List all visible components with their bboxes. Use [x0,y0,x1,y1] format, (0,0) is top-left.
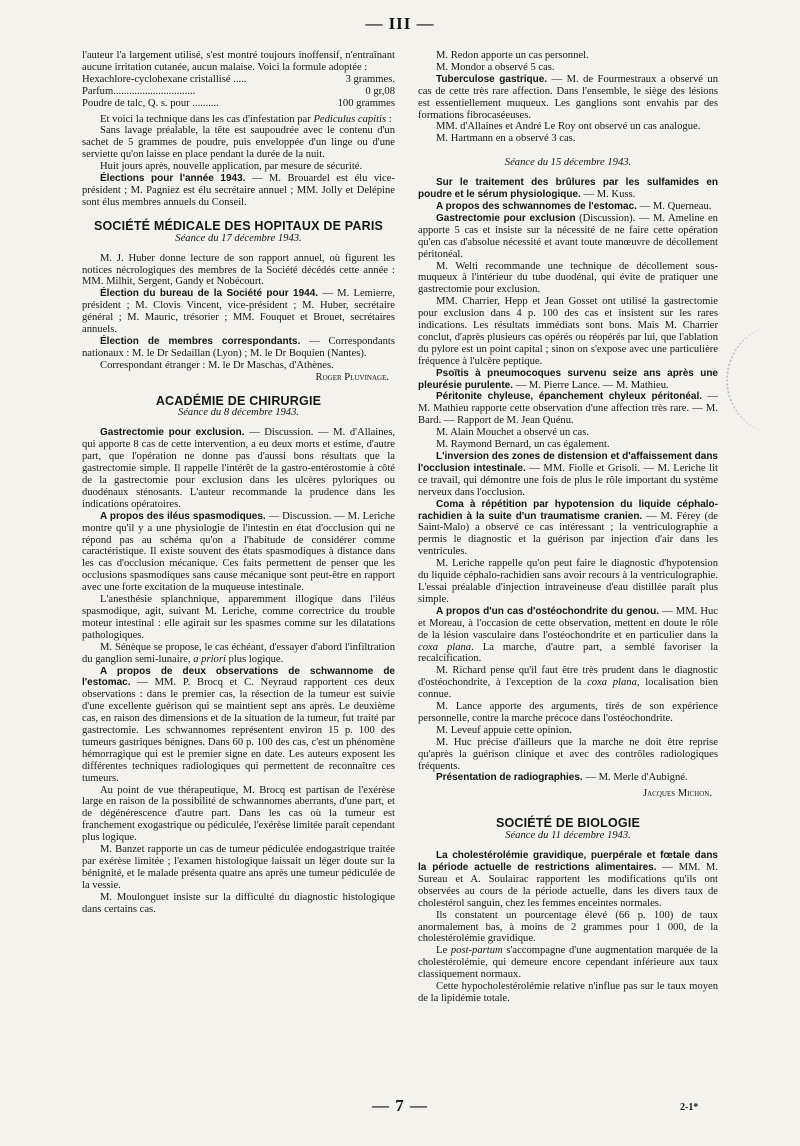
s13-text-a: — MM. Huc et Moreau, à l'occasion de cette observation, mettent en doute le rôle de la lésion vasculaire dans l'ostéochondrite et en particulier dans la [418,605,718,641]
right-paragraph [418,772,718,784]
technique-colon: : [386,113,392,125]
acad-seance: Séance du 8 décembre 1943. [177,407,300,419]
formula-value: 0 gr,08 [365,85,395,97]
s1-text: — M. Kuss. [583,189,636,201]
acad-p4-italic: a priori [193,653,226,665]
s6-title: Psoïtis à pneumocoques survenu seize ans après une pleurésie purulente. [418,367,718,391]
s11-text: — M. Férey (de Saint-Malo) a observé ce cas intéressant ; la ventriculographie a permis le diagnostic et la guérison par injection d'air dans les ventricules. [418,510,718,558]
technique-intro: Et voici la technique dans les cas d'infestation par [100,113,311,125]
right-paragraph: M. Hartmann en a observé 3 cas. [436,133,576,145]
acad-paragraph [82,427,395,510]
s7-text: — M. Mathieu rapporte cette observation d'une affection très rare. — M. Bard. — Rapport de M. Jean Quénu. [418,391,718,427]
smh-corr-title: Élection de membres correspondants. [100,335,301,347]
smh-bureau-title: Élection du bureau de la Société pour 1944. [100,288,319,300]
acad-paragraph: M. Banzet rapporte un cas de tumeur pédiculée endogastrique traitée par exérèse limitée ; l'examen histologique laissait un léger doute sur la bénignité, et le malade présenta quatre ans après une tumeur pédiculée de la vessie. [82,844,395,891]
s14-b: , localisation bien connue. [418,677,718,701]
elections-text: — M. Brouardel est élu vice-président ; M. Pagniez est élu secrétaire annuel ; MM. Jolly et Delépine sont élus membres annuels du Conseil. [82,173,395,208]
right-paragraph: M. Huc précise d'ailleurs que la marche ne doit être reprise qu'après la guérison clinique et avec des contrôles radiologiques fréquents. [418,736,718,772]
s10-title: L'inversion des zones de distension et d'affaissement dans l'occlusion intestinale. [418,451,718,474]
bio-paragraph [418,850,718,910]
right-paragraph: M. Mondor a observé 5 cas. [436,61,555,73]
s14-a: M. Richard pense qu'il faut être très prudent dans le diagnostic d'ostéochondrite, à l'exception de la [418,665,718,689]
elections-paragraph [82,173,395,209]
b3-b: s'accompagne d'une augmentation marquée de la cholestérolémie, qui demeure encore cependant inférieure aux taux classiquement normaux. [418,945,718,981]
acad-paragraph [82,642,395,666]
right-column [418,50,718,1005]
technique-text: Sans lavage préalable, la tête est saupoudrée avec le contenu d'un sachet de 5 grammes de poudre, puis enveloppée d'un linge ou d'une serviette qu'on laisse en place pendant la durée de la nuit. [82,125,395,161]
acad-p4-b: plus logique. [225,653,284,665]
smh-corr-text: — Correspondants nationaux : M. le Dr Sedaillan (Lyon) ; M. le Dr Boquien (Nantes). [82,335,395,359]
library-stamp-mark [726,325,798,435]
smh-corr-paragraph [82,336,395,360]
s3-text: (Discussion). — M. Ameline en apporte 5 cas et insiste sur la nécessité de ne faire cette opération qu'en cas d'absolue nécessité et avant toute manœuvre de décollement péritonéal. [418,212,718,260]
acad-p2-text: — Discussion. — M. Leriche montre qu'il y a une physiologie de l'intestin en état d'occlusion qui ne répond pas au schéma qu'on a l'habitude de considérer comme caractéristique. Il existe souvent des états spasmodiques à distance dans les cas d'occlusion mécanique. Ces faits permettent de penser que les occlusions spasmodiques sans cause mécanique sont peut-être en rapport avec une forte excitation de la muqueuse intestinale. [82,510,396,594]
right-paragraph: MM. Charrier, Hepp et Jean Gosset ont utilisé la gastrectomie pour exclusion dans 4 p. 100 des cas et insistent sur les rares indications. Les résultats immédiats sont bons. Mais M. Charrier conclut, d'après plusieurs cas opérés ou réopérés par lui, que l'ablation du pylore est un point capital ; sinon on s'expose avec une particulière fréquence à l'ulcère peptique. [418,296,718,367]
formula-value: 3 grammes. [345,73,395,85]
formula-table [82,74,395,110]
printer-signature: 2-1* [680,1102,699,1113]
page-number: — 7 — [372,1096,428,1115]
s11-title: Coma à répétition par hypotension du liquide céphalo-rachidien à la suite d'un traumatisme cranien. [418,498,718,522]
smh-seance: Séance du 17 décembre 1943. [175,232,302,244]
formula-value: 100 grammes [337,97,395,109]
right-paragraph [418,74,718,122]
acad-p1-text: — Discussion. — M. d'Allaines, qui apporte 8 cas de cette intervention, a eu deux morts et estime, d'autre part, que l'opération ne donne pas d'aussi bons résultats que la gastrectomie simple. Il rappelle l'intérêt de la gastro-entérostomie à côté de la gastrectomie pour exclusion dans les ulcères pyloriques ou duodénaux sténosants. L'auteur recommande la prudence dans les indications opératoires. [82,427,395,510]
bio-paragraph: Ils constatent un pourcentage élevé (66 p. 100) de taux anormalement bas, à moins de 2 grammes pour 1 000, de la cholestérolémie gravidique. [418,909,718,945]
huit-jours-paragraph: Huit jours après, nouvelle application, par mesure de sécurité. [100,161,363,173]
b1-title: La cholestérolémie gravidique, puerpérale et fœtale dans la période actuelle de restrictions alimentaires. [418,850,718,873]
bio-paragraph [418,945,718,981]
acad-paragraph: L'anesthésie splanchnique, apparemment illogique dans l'iléus spasmodique, agit, suivant M. Leriche, comme correctrice du trouble moteur intestinal : elle agirait sur les spasmes comme sur les dilatations pathologiques. [82,594,395,641]
acad-p2-title: A propos des iléus spasmodiques. [100,510,266,522]
right-paragraph [418,606,718,666]
formula-label: Hexachlore-cyclohexane cristallisé ..... [82,73,247,85]
right-paragraph [418,499,718,559]
acad-paragraph [82,511,395,594]
b3-a: Le [436,945,451,957]
s3-title: Gastrectomie pour exclusion [436,212,576,224]
formula-row [82,86,395,98]
chirurgie-signature: Jacques Michon. [642,788,712,800]
s14-italic: coxa plana [587,677,637,689]
formula-label: Parfum............................... [82,85,196,97]
formula-row [82,74,395,86]
r3-title: Tuberculose gastrique. [436,73,548,85]
technique-paragraph [82,114,395,126]
b1-text: — MM. M. Sureau et A. Soulairac rapportent les modifications qu'ils ont observées au cours de la période actuelle, dans les divers taux de cholestérol sanguin, chez les femmes enceintes normales. [418,862,718,909]
right-paragraph [418,213,718,261]
smh-paragraph: M. J. Huber donne lecture de son rapport annuel, où figurent les notices nécrologiques des membres de la Société décédés cette année : MM. Milhit, Sergent, Gandy et Nobécourt. [82,252,395,288]
right-paragraph [418,368,718,392]
smh-bureau-paragraph [82,288,395,336]
right-paragraph: M. Welti recommande une technique de décollement sous-muqueux à l'intérieur du tube duodénal, qui évite de pratiquer une gastrectomie pour exclusion. [418,260,718,296]
s2-text: — M. Querneau. [639,200,712,212]
bio-seance: Séance du 11 décembre 1943. [505,830,631,842]
s1-title: Sur le traitement des brûlures par les sulfamides en poudre et le sérum physiologique. [418,177,718,201]
r3-text: — M. de Fourmestraux a observé un cas de cette très rare affection. Dans l'ensemble, le siège des lésions est essentiellement muqueux. Les ganglions sont envahis par des formations fibrocaséeuses. [418,73,718,121]
b3-italic: post-partum [450,945,503,957]
species-name: Pediculus capitis [313,113,387,125]
smh-bureau-text: — M. Lemierre, président ; M. Clovis Vincent, vice-président ; M. Huber, secrétaire général ; M. Mauric, trésorier ; MM. Fouquet et Brouet, secrétaires annuels. [82,288,395,336]
acad-paragraph [82,666,395,785]
right-paragraph: M. Lance apporte des arguments, tirés de son expérience personnelle, contre la marche précoce dans l'ostéochondrite. [418,701,718,724]
page-header: — III — [365,14,435,33]
seance-15: Séance du 15 décembre 1943. [504,157,632,169]
acad-p4-a: M. Sénèque se propose, le cas échéant, d'essayer d'abord l'infiltration du ganglion semi-lunaire, [82,641,395,665]
s18-text: — M. Merle d'Aubigné. [585,772,688,784]
right-paragraph [418,391,718,427]
elections-title: Élections pour l'année 1943. [100,173,246,185]
s13-italic: coxa plana [418,641,472,653]
smh-signature: Roger Pluvinage. [315,371,389,383]
right-paragraph: M. Raymond Bernard, un cas également. [436,439,610,451]
right-paragraph [418,201,718,213]
right-paragraph [418,665,718,701]
s10-text: — MM. Fiolle et Grisoli. — M. Leriche lit ce travail, qui démontre une fois de plus le rôle important du système nerveux dans l'occlusion. [418,462,718,498]
s2-title: A propos des schwannomes de l'estomac. [436,200,637,212]
s18-title: Présentation de radiographies. [436,772,583,784]
s13-title: A propos d'un cas d'ostéochondrite du genou. [436,605,660,617]
acad-p1-title: Gastrectomie pour exclusion. [100,427,245,439]
acad-p5-title: A propos de deux observations de schwannome de l'estomac. [82,665,395,689]
right-paragraph: M. Leveuf appuie cette opinion. [436,724,572,736]
left-column [82,50,395,916]
right-paragraph: M. Redon apporte un cas personnel. [436,50,589,61]
bio-section-title: SOCIÉTÉ DE BIOLOGIE [495,816,641,831]
s7-title: Péritonite chyleuse, épanchement chyleux péritonéal. [436,391,703,403]
acad-paragraph: M. Moulonguet insiste sur la difficulté du diagnostic histologique dans certains cas. [82,891,395,915]
right-paragraph [418,451,718,499]
formula-row [82,98,395,110]
smh-section-title: SOCIÉTÉ MÉDICALE DES HOPITAUX DE PARIS [93,218,384,233]
right-paragraph: MM. d'Allaines et André Le Roy ont observé un cas analogue. [436,121,701,133]
s6-text: — M. Pierre Lance. — M. Mathieu. [515,379,669,391]
smh-etranger: Correspondant étranger : M. le Dr Maschas, d'Athènes. [100,359,334,371]
s13-text-b: . La marche, d'autre part, a semblé favoriser la recalcification. [418,641,719,665]
bio-paragraph: Cette hypocholestérolémie relative n'influe pas sur le taux moyen de la lipidémie totale. [418,981,718,1004]
right-paragraph: M. Leriche rappelle qu'on peut faire le diagnostic d'hypotension du liquide céphalo-rachidien sans avoir recours à la ventriculographie. L'essai préalable d'injection intraveineuse d'eau distillée paraît plus simple. [418,558,718,605]
right-paragraph [418,177,718,201]
acad-paragraph: Au point de vue thérapeutique, M. Brocq est partisan de l'exérèse large en raison de la possibilité de schwannomes aberrants, d'une part, et de dégénérescence d'autre part. Dans les cas où la tumeur est franchement exogastrique ou pédiculée, l'exérèse limitée paraît cependant plus logique. [82,784,395,844]
acad-p5-text: — MM. P. Brocq et C. Neyraud rapportent ces deux observations : dans le premier cas, la résection de la tumeur est suivie d'une excellente guérison qui se maintient sept ans après. Le deuxième cas, en raison des dimensions et de la situation de la tumeur, fut traité par gastrectomie. Les schwannomes représentent environ 15 p. 100 des tumeurs gastriques bénignes. Dans 60 p. 100 des cas, c'est un phénomène hémorragique qui est le premier signe en date. Les auteurs exposent les différentes techniques radiologiques qui permettent de reconnaître ces tumeurs. [82,677,395,784]
formula-label: Poudre de talc, Q. s. pour .......... [82,97,219,109]
intro-paragraph: l'auteur l'a largement utilisé, s'est montré toujours inoffensif, n'entraînant aucune irritation cutanée, aucun malaise. Voici la formule adoptée : [82,50,395,73]
right-paragraph: M. Alain Mouchet a observé un cas. [436,427,589,439]
acad-section-title: ACADÉMIE DE CHIRURGIE [155,393,322,408]
